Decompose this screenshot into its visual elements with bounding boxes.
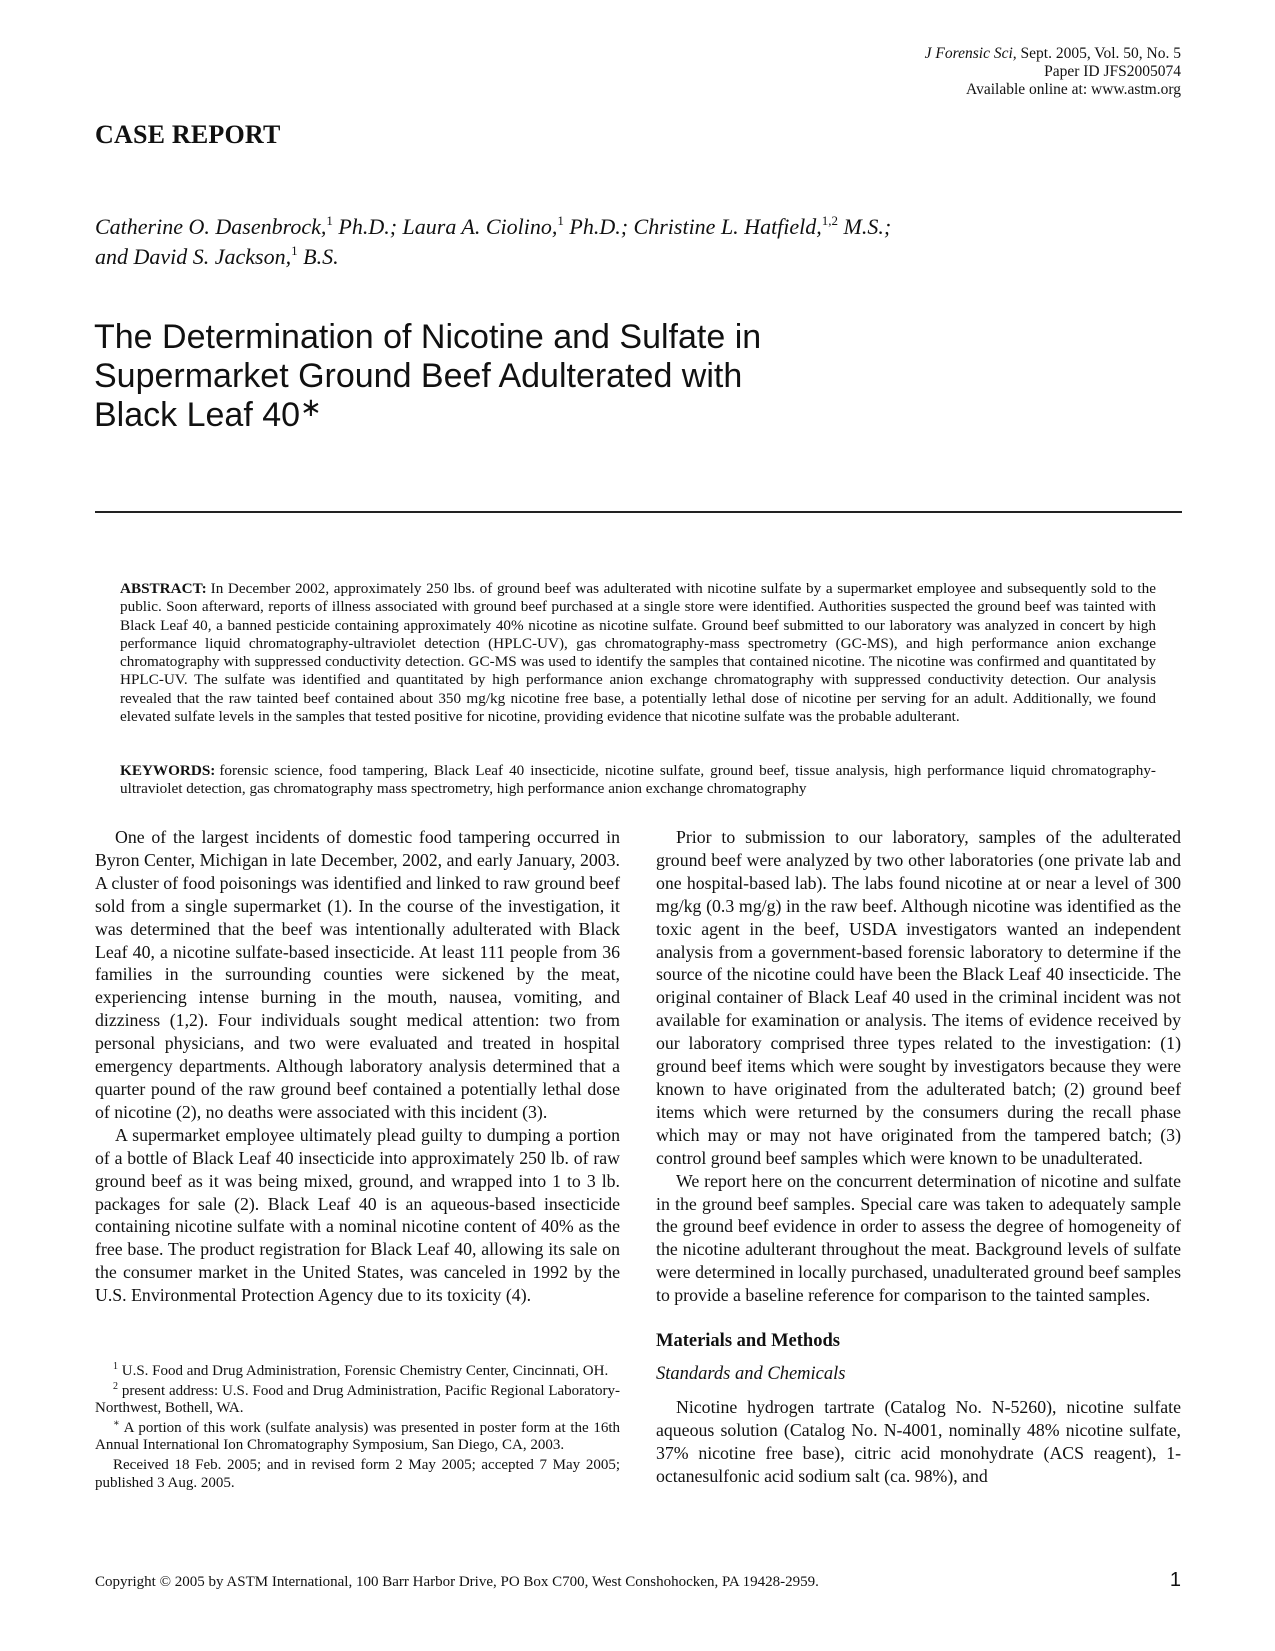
title-footnote-mark: ∗ [300, 392, 322, 422]
keywords-label: KEYWORDS: [120, 762, 216, 779]
footnote [95, 1380, 620, 1418]
page-number: 1 [1169, 1569, 1181, 1591]
journal-name: J Forensic Sci, [924, 45, 1017, 62]
copyright-footer: Copyright © 2005 by ASTM International, 100 Barr Harbor Drive, PO Box C700, West Conshohocken, PA 19428-2959. [95, 1574, 819, 1590]
affiliation-mark: 1 [291, 243, 298, 258]
footnote-mark: 1 [113, 1361, 118, 1372]
author-name: and David S. Jackson, [95, 244, 292, 269]
body-paragraph: Prior to submission to our laboratory, samples of the adulterated ground beef were analyzed by two other laboratories (one private lab and one hospital-based lab). The labs found nicotine at or near a level of 300 mg/kg (0.3 mg/g) in the raw beef. Although nicotine was identified as the toxic agent in the beef, USDA investigators wanted an independent analysis from a government-based forensic laboratory to determine if the source of the nicotine could have been the Black Leaf 40 insecticide. The original container of Black Leaf 40 used in the criminal incident was not available for examination or analysis. The items of evidence received by our laboratory comprised three types related to the investigation: (1) ground beef items which were sought by investigators because they were known to have originated from the adulterated batch; (2) ground beef items which were returned by the consumers during the recall phase which may or may not have originated from the tampered batch; (3) control ground beef samples which were known to be unadulterated. [656, 827, 1181, 1168]
footnote-mark: ∗ [113, 1417, 120, 1429]
body-paragraph: A supermarket employee ultimately plead guilty to dumping a portion of a bottle of Black Leaf 40 insecticide into approximately 250 lb. of raw ground beef as it was being mixed, ground, and wrapped into 1 to 3 lb. packages for sale (2). Black Leaf 40 is an aqueous-based insecticide containing nicotine sulfate with a nominal nicotine content of 40% as the free base. The product registration for Black Leaf 40, allowing its sale on the consumer market in the United States, was canceled in 1992 by the U.S. Environmental Protection Agency due to its toxicity (4). [95, 1124, 620, 1306]
footnote-text: A portion of this work (sulfate analysis) was presented in poster form at the 16th Annual International Ion Chromatography Symposium, San Diego, CA, 2003. [95, 1419, 620, 1454]
footnote-mark: 2 [113, 1380, 118, 1392]
author-name: Catherine O. Dasenbrock, [95, 214, 327, 239]
body-paragraph: Nicotine hydrogen tartrate (Catalog No. N-5260), nicotine sulfate aqueous solution (Catalog No. N-4001, nominally 48% nicotine sulfate, 37% nicotine free base), citric acid monohydrate (ACS reagent), 1-octanesulfonic acid sodium salt (ca. 98%), and [656, 1396, 1181, 1486]
affiliation-mark: 1 [326, 213, 333, 228]
affiliation-mark: 1 [557, 213, 564, 228]
footnote-text: present address: U.S. Food and Drug Administration, Pacific Regional Laboratory-Northwest, Bothell, WA. [95, 1382, 620, 1417]
abstract-text: In December 2002, approximately 250 lbs. of ground beef was adulterated with nicotine sulfate by a supermarket employee and subsequently sold to the public. Soon afterward, reports of illness associated with ground beef purchased at a single store were identified. Authorities suspected the ground beef was tainted with Black Leaf 40, a banned pesticide containing approximately 40% nicotine as nicotine sulfate. Ground beef submitted to our laboratory was analyzed in concert by high performance liquid chromatography-ultraviolet detection (HPLC-UV), gas chromatography-mass spectrometry (GC-MS), and high performance anion exchange chromatography with suppressed conductivity detection. GC-MS was used to identify the samples that contained nicotine. The nicotine was confirmed and quantitated by HPLC-UV. The sulfate was identified and quantitated by high performance anion exchange chromatography with suppressed conductivity detection. Our analysis revealed that the raw tainted beef contained about 350 mg/kg nicotine free base, a potentially lethal dose of nicotine per serving for an adult. Additionally, we found elevated sulfate levels in the samples that tested positive for nicotine, providing evidence that nicotine sulfate was the probable adulterant. [120, 580, 1156, 726]
paper-title [94, 318, 874, 435]
journal-issue: Sept. 2005, Vol. 50, No. 5 [1016, 45, 1181, 62]
footnotes [95, 1363, 620, 1494]
received-dates: Received 18 Feb. 2005; and in revised form 2 May 2005; accepted 7 May 2005; published 3 Aug. 2005. [95, 1456, 620, 1491]
footnote-text: U.S. Food and Drug Administration, Forensic Chemistry Center, Cincinnati, OH. [118, 1363, 609, 1379]
footnote [95, 1363, 620, 1381]
affiliation-mark: 1,2 [821, 213, 839, 228]
abstract [120, 580, 1156, 726]
body-paragraph: One of the largest incidents of domestic food tampering occurred in Byron Center, Michigan in late December, 2002, and early January, 2003. A cluster of food poisonings was identified and linked to raw ground beef sold from a single supermarket (1). In the course of the investigation, it was determined that the beef was intentionally adulterated with Black Leaf 40, a nicotine sulfate-based insecticide. At least 111 people from 36 families in the surrounding counties were sickened by the meat, experiencing intense burning in the mouth, nausea, vomiting, and dizziness (1,2). Four individuals sought medical attention: two from personal physicians, and two were evaluated and treated in hospital emergency departments. Although laboratory analysis determined that a quarter pound of the raw ground beef contained a potentially lethal dose of nicotine (2), no deaths were associated with this incident (3). [95, 827, 620, 1122]
paper-id: Paper ID JFS2005074 [1044, 63, 1181, 80]
keywords [120, 762, 1156, 799]
section-heading: Materials and Methods [656, 1331, 840, 1352]
journal-header [925, 45, 1181, 99]
title-line: The Determination of Nicotine and Sulfate in [94, 318, 762, 356]
author-name: Laura A. Ciolino, [402, 214, 558, 239]
availability-note: Available online at: www.astm.org [966, 81, 1181, 98]
right-column [656, 826, 1181, 1487]
author-name: Christine L. Hatfield, [633, 214, 822, 239]
author-degree: B.S. [297, 244, 339, 269]
title-divider [95, 511, 1182, 513]
author-list [95, 212, 1095, 272]
article-type-label: CASE REPORT [95, 120, 281, 149]
left-column [95, 826, 620, 1307]
author-degree: M.S.; [838, 214, 892, 239]
author-degree: Ph.D.; [332, 214, 403, 239]
author-degree: Ph.D.; [563, 214, 634, 239]
subsection-heading: Standards and Chemicals [656, 1363, 846, 1384]
title-line: Supermarket Ground Beef Adulterated with [94, 357, 743, 395]
keywords-text: forensic science, food tampering, Black Leaf 40 insecticide, nicotine sulfate, ground beef, tissue analysis, high performance liquid chromatography-ultraviolet detection, gas chromatography mass spectrometry, high performance anion exchange chromatography [120, 762, 1156, 798]
footnote [95, 1417, 620, 1455]
abstract-label: ABSTRACT: [120, 580, 207, 597]
body-paragraph: We report here on the concurrent determination of nicotine and sulfate in the ground beef samples. Special care was taken to adequately sample the ground beef evidence in order to assess the degree of homogeneity of the nicotine adulterant throughout the meat. Background levels of sulfate were determined in locally purchased, unadulterated ground beef samples to provide a baseline reference for comparison to the tainted samples. [656, 1170, 1181, 1306]
title-line: Black Leaf 40 [94, 396, 301, 434]
